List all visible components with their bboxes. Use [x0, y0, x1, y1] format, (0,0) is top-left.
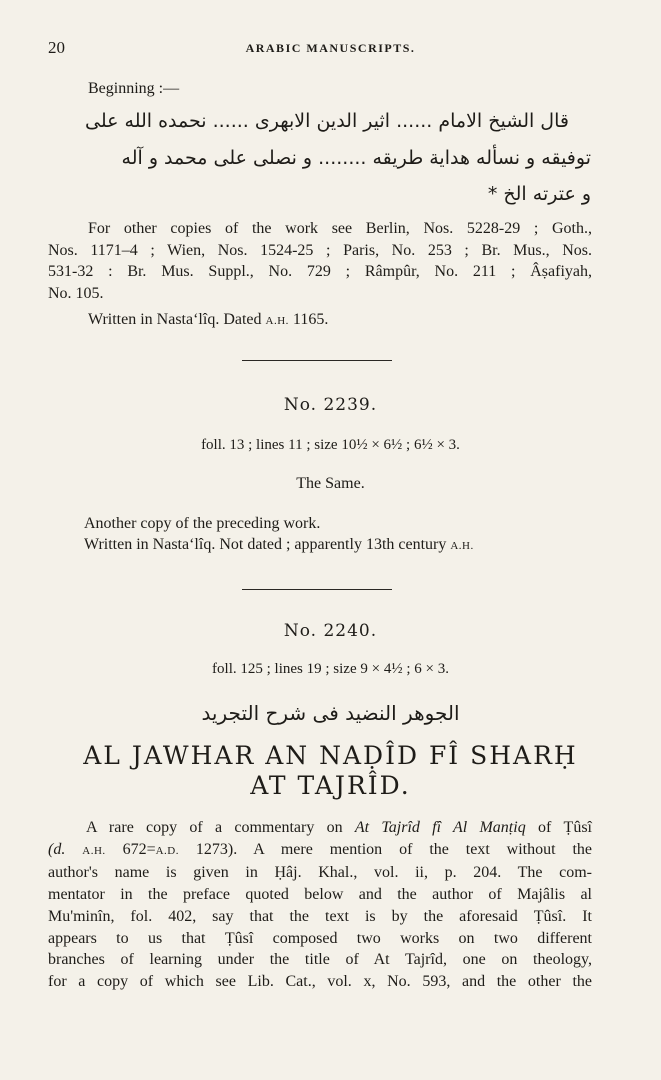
entry-2239-written: Written in Nastaʻlîq. Not dated ; apparently 13th century: [84, 536, 447, 553]
other-copies-paragraph: [48, 218, 592, 305]
era-abbrev: A.D.: [155, 844, 179, 857]
running-title: ARABIC MANUSCRIPTS.: [245, 41, 416, 55]
text-run: A rare copy of a commentary on: [86, 819, 343, 836]
italic-abbrev: (d.: [48, 840, 66, 858]
description-line: branches of learning under the title of At Tajrîd, one on theology,: [48, 951, 592, 969]
arabic-work-title: الجوهر النضيد فى شرح التجريد: [201, 701, 460, 725]
section-divider: [242, 360, 392, 361]
copies-line: For other copies of the work see Berlin, Nos. 5228-29 ; Goth.,: [88, 220, 592, 237]
description-line: author's name is given in Ḥâj. Khal., vol. ii, p. 204. The com-: [48, 864, 592, 882]
description-line: Mu'minîn, fol. 402, say that the text is by the aforesaid Ṭûsî. It: [48, 907, 592, 925]
entry-2239-heading: The Same.: [296, 475, 365, 492]
description-line: appears to us that Ṭûsî composed two works on two different: [48, 929, 592, 947]
entry-number-2240: No. 2240.: [283, 621, 378, 641]
italic-title: At Tajrîd fî Al Manṭiq: [354, 819, 526, 836]
entry-2239-details: foll. 13 ; lines 11 ; size 10½ × 6½ ; 6½ × 3.: [201, 437, 460, 453]
description-line: for a copy of which see Lib. Cat., vol. x, No. 593, and the other the: [48, 972, 592, 990]
entry-2239-line-1: Another copy of the preceding work.: [84, 515, 321, 532]
arabic-incipit-line-3: و عترته الخ *: [487, 183, 591, 205]
copies-line: 531-32 : Br. Mus. Suppl., No. 729 ; Râmpûr, No. 211 ; Âṣafiyah,: [48, 263, 592, 281]
written-text: Written in Nastaʻlîq. Dated: [88, 311, 262, 328]
section-divider: [242, 589, 392, 590]
copies-line: No. 105.: [48, 285, 104, 303]
description-paragraph: [48, 817, 592, 993]
year: 1165.: [292, 311, 329, 328]
beginning-label: Beginning :—: [88, 80, 180, 97]
arabic-incipit-line-2: توفيقه و نسأله هداية طريقه ........ و نصلى على محمد و آله: [121, 147, 591, 169]
text-run: 1273). A mere mention of the text without the: [195, 840, 593, 858]
page-number: 20: [48, 38, 65, 57]
era-abbrev: A.H.: [450, 540, 474, 552]
text-run: of Ṭûsî: [537, 819, 593, 836]
work-title-line-1: AL JAWHAR AN NAḌÎD FÎ SHARḤ: [83, 741, 578, 770]
era-abbrev: A.H.: [82, 844, 106, 857]
written-dated-line: [88, 311, 328, 329]
copies-line: Nos. 1171–4 ; Wien, Nos. 1524-25 ; Paris, No. 253 ; Br. Mus., Nos.: [48, 241, 592, 259]
entry-2239-line-2: [84, 536, 474, 554]
description-line: mentator in the preface quoted below and the author of Majâlis al: [48, 886, 592, 904]
entry-number-2239: No. 2239.: [283, 395, 378, 415]
work-title-line-2: AT TAJRÎD.: [250, 771, 411, 800]
entry-2240-details: foll. 125 ; lines 19 ; size 9 × 4½ ; 6 × 3.: [212, 661, 449, 677]
text-run: 672=: [122, 840, 156, 858]
description-line: [48, 839, 592, 863]
arabic-incipit-line-1: قال الشيخ الامام ...... اثير الدين الابهرى ...... نحمده الله على: [85, 110, 569, 132]
description-line: [48, 817, 592, 839]
era-abbrev: A.H.: [265, 315, 289, 327]
